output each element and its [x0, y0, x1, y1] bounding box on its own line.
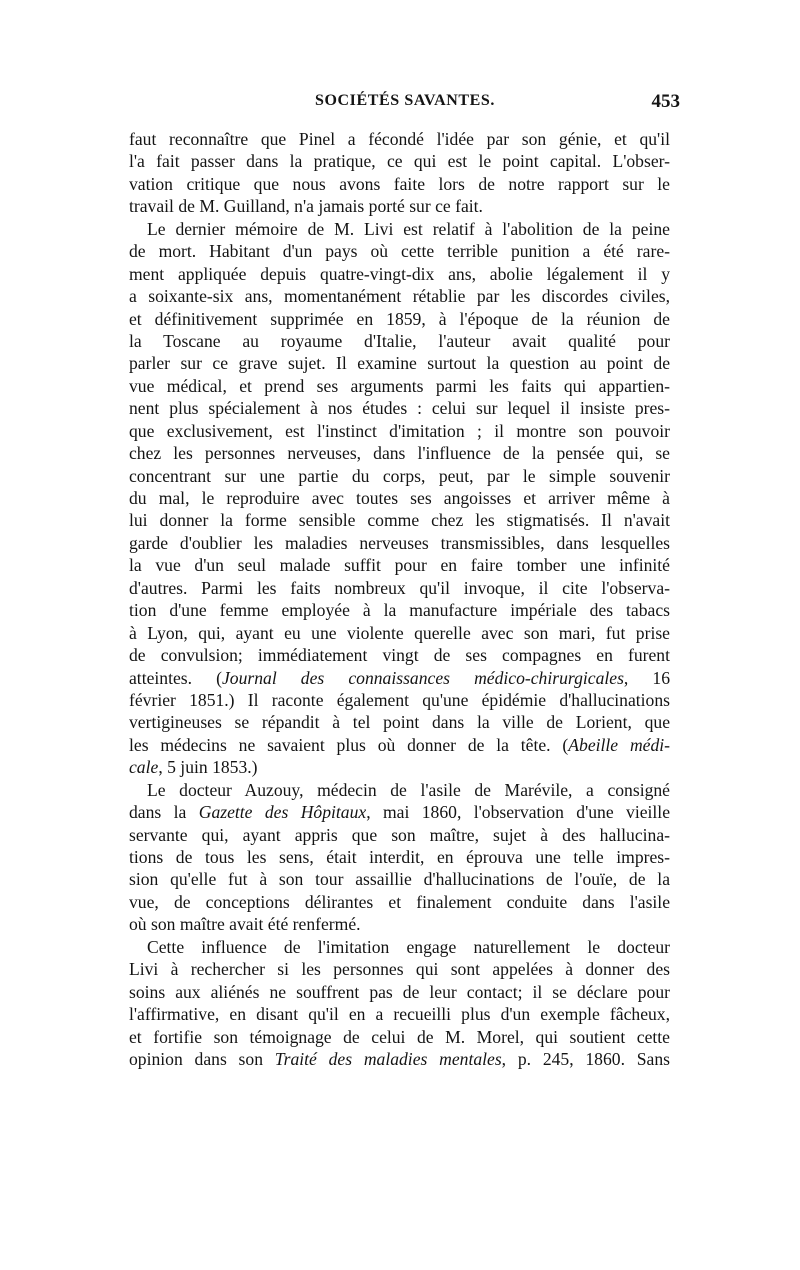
text-line — [129, 577, 670, 599]
text-fragment: garde d'oublier les maladies nerveuses transmissibles, dans lesquelles — [129, 532, 670, 553]
text-line — [129, 689, 670, 711]
text-line — [129, 913, 670, 935]
italic-citation: Journal des connaissances médico-chirurgicales — [221, 667, 624, 688]
text-line — [129, 218, 670, 240]
text-fragment: sion qu'elle fut à son tour assaillie d'hallucinations de l'ouïe, de la — [129, 869, 670, 890]
text-line — [129, 330, 670, 352]
text-fragment: servante qui, ayant appris que son maître, sujet à des hallucina- — [129, 824, 670, 845]
text-line — [129, 554, 670, 576]
text-fragment: du mal, le reproduire avec toutes ses angoisses et arriver même à — [129, 488, 670, 508]
text-fragment: soins aux aliénés ne souffrent pas de leur contact; il se déclare pour — [129, 981, 670, 1002]
text-fragment: la Toscane au royaume d'Italie, l'auteur avait qualité pour — [129, 330, 670, 351]
text-line — [129, 420, 670, 442]
text-fragment: et fortifie son témoignage de celui de M. Morel, qui soutient cette — [129, 1026, 670, 1047]
text-fragment: les médecins ne savaient plus où donner de la tête. ( — [129, 734, 569, 755]
text-fragment: et définitivement supprimée en 1859, à l'époque de la réunion de — [129, 308, 670, 329]
body-text — [129, 128, 670, 1070]
text-line — [129, 644, 670, 666]
text-fragment: la vue d'un seul malade suffit pour en faire tomber une infinité — [129, 555, 670, 576]
text-fragment: Livi à rechercher si les personnes qui sont appelées à donner des — [129, 959, 670, 980]
running-title: SOCIÉTÉS SAVANTES. — [314, 92, 496, 109]
text-line — [129, 465, 670, 487]
italic-citation: Gazette des Hôpitaux — [198, 802, 367, 823]
text-fragment: vation critique que nous avons faite lors de notre rapport sur le — [129, 173, 670, 194]
text-fragment: Le dernier mémoire de M. Livi est relatif à l'abolition de la peine — [147, 218, 670, 239]
text-line — [129, 195, 670, 217]
text-line — [129, 442, 670, 464]
text-line — [129, 173, 670, 195]
text-line — [129, 599, 670, 621]
text-fragment: que exclusivement, est l'instinct d'imitation ; il montre son pouvoir — [129, 420, 670, 441]
text-fragment: février 1851.) Il raconte également qu'une épidémie d'hallucinations — [129, 689, 670, 710]
text-fragment: , mai 1860, l'observation d'une vieille — [366, 802, 670, 823]
text-fragment: à Lyon, qui, ayant eu une violente querelle avec son mari, fut prise — [129, 622, 670, 643]
page-number: 453 — [651, 91, 680, 112]
text-fragment: chez les personnes nerveuses, dans l'influence de la pensée qui, se — [129, 443, 670, 464]
text-fragment: , p. 245, 1860. Sans — [501, 1048, 670, 1069]
text-line — [129, 711, 670, 733]
text-fragment: faut reconnaître que Pinel a fécondé l'idée par son génie, et qu'il — [129, 129, 670, 149]
text-fragment: lui donner la forme sensible comme chez les stigmatisés. Il n'avait — [129, 510, 670, 531]
text-fragment: Cette influence de l'imitation engage naturellement le docteur — [147, 936, 670, 957]
text-fragment: l'affirmative, en disant qu'il en a recueilli plus d'un exemple fâcheux, — [129, 1004, 670, 1025]
page-header — [130, 92, 680, 118]
text-line — [129, 1026, 670, 1048]
text-fragment: Le docteur Auzouy, médecin de l'asile de Marévile, a consigné — [147, 779, 670, 800]
text-fragment: a soixante-six ans, momentanément rétablie par les discordes civiles, — [129, 286, 670, 307]
text-line — [129, 1048, 670, 1070]
text-fragment: de mort. Habitant d'un pays où cette terrible punition a été rare- — [129, 241, 670, 262]
text-line — [129, 756, 670, 778]
text-fragment: tions de tous les sens, était interdit, en éprouva une telle impres- — [129, 847, 670, 867]
text-fragment: où son maître avait été renfermé. — [129, 914, 361, 935]
text-line — [129, 308, 670, 330]
text-line — [129, 891, 670, 913]
text-fragment: , 5 juin 1853.) — [158, 757, 258, 778]
text-line — [129, 846, 670, 868]
text-fragment: de convulsion; immédiatement vingt de ses compagnes en furent — [129, 645, 670, 666]
text-line — [129, 801, 670, 823]
text-fragment: vue, de conceptions délirantes et finalement conduite dans l'asile — [129, 891, 670, 912]
italic-citation: cale — [129, 757, 159, 778]
text-fragment: vertigineuses se répandit à tel point dans la ville de Lorient, que — [129, 712, 670, 733]
text-line — [129, 375, 670, 397]
text-line — [129, 263, 670, 285]
text-fragment: l'a fait passer dans la pratique, ce qui est le point capital. L'obser- — [129, 151, 670, 172]
text-fragment: tion d'une femme employée à la manufacture impériale des tabacs — [129, 600, 670, 621]
italic-citation: Traité des maladies mentales — [274, 1048, 502, 1069]
text-fragment: d'autres. Parmi les faits nombreux qu'il invoque, il cite l'observa- — [129, 577, 670, 598]
text-line — [129, 487, 670, 509]
text-line — [129, 936, 670, 958]
text-line — [129, 1003, 670, 1025]
text-line — [129, 779, 670, 801]
text-line — [129, 285, 670, 307]
text-fragment: travail de M. Guilland, n'a jamais porté sur ce fait. — [129, 196, 483, 217]
text-line — [129, 824, 670, 846]
text-line — [129, 240, 670, 262]
text-line — [129, 397, 670, 419]
text-fragment: parler sur ce grave sujet. Il examine surtout la question au point de — [129, 353, 670, 374]
text-line — [129, 532, 670, 554]
text-fragment: dans la — [129, 802, 199, 823]
text-line — [129, 622, 670, 644]
text-line — [129, 667, 670, 689]
text-line — [129, 868, 670, 890]
text-fragment: nent plus spécialement à nos études : celui sur lequel il insiste pres- — [129, 398, 670, 419]
italic-citation: Abeille médi- — [568, 734, 670, 755]
text-fragment: concentrant sur une partie du corps, peut, par le simple souvenir — [129, 465, 670, 486]
text-line — [129, 150, 670, 172]
text-fragment: ment appliquée depuis quatre-vingt-dix ans, abolie légalement il y — [129, 263, 670, 284]
text-line — [129, 734, 670, 756]
text-line — [129, 509, 670, 531]
text-line — [129, 352, 670, 374]
text-fragment: , 16 — [623, 667, 671, 688]
text-fragment: opinion dans son — [129, 1048, 275, 1069]
text-line — [129, 128, 670, 150]
text-line — [129, 981, 670, 1003]
text-fragment: atteintes. ( — [129, 667, 222, 688]
text-fragment: vue médical, et prend ses arguments parmi les faits qui appartien- — [129, 375, 670, 396]
text-line — [129, 958, 670, 980]
